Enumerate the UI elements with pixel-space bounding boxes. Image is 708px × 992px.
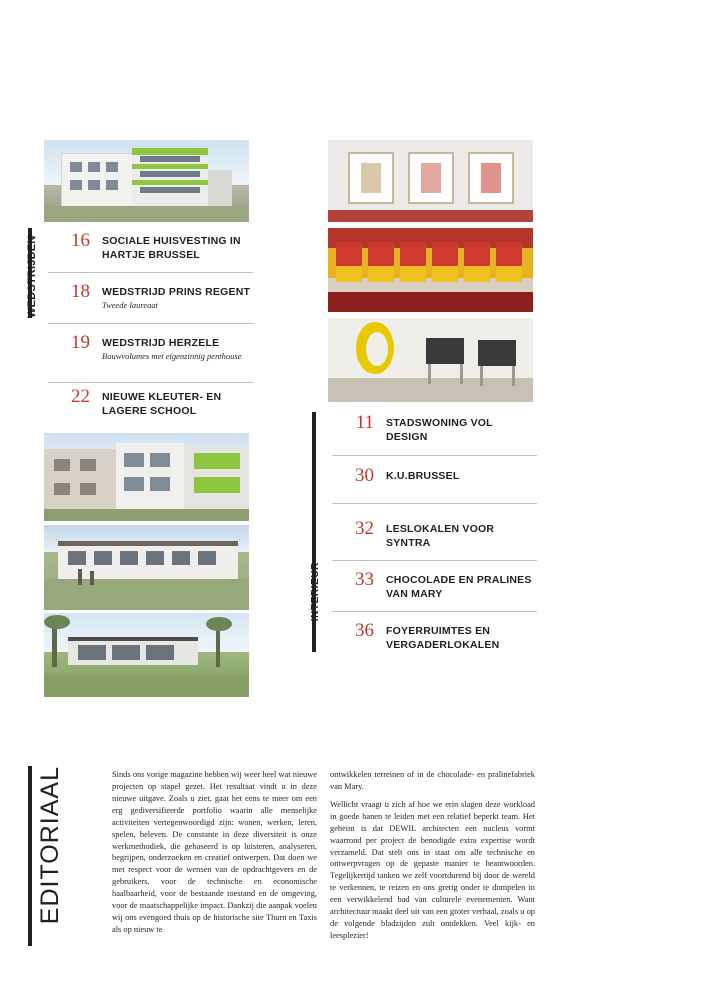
photo-apartment-building (44, 140, 249, 222)
toc-entry-11[interactable] (332, 413, 537, 444)
toc-entry-36[interactable] (332, 621, 537, 652)
editorial-paragraph: ontwikkelen terreinen of in de chocolade- en pralinefabriek van Mary. (330, 770, 535, 791)
photo-framed-artwork (328, 140, 533, 222)
interieur-section-label: INTERIEUR (310, 562, 321, 622)
toc-entry-18[interactable] (48, 282, 253, 311)
toc-entry-16[interactable] (48, 231, 253, 262)
toc-number: 33 (355, 569, 374, 590)
editorial-column-right (330, 769, 535, 948)
wedstrijden-section-label: WEDSTRIJDEN (26, 235, 38, 318)
photo-townhouses (44, 525, 249, 610)
editorial-section-rule (28, 766, 32, 946)
editorial-column-left (112, 769, 317, 942)
photo-auditorium-seating (328, 228, 533, 312)
toc-number: 16 (71, 230, 90, 251)
toc-separator (48, 272, 253, 273)
photo-classroom-chairs (328, 318, 533, 402)
toc-separator (332, 560, 537, 561)
photo-residential-facade (44, 433, 249, 521)
toc-subtitle: Tweede laureaat (102, 300, 158, 311)
toc-title: NIEUWE KLEUTER- EN LAGERE SCHOOL (102, 391, 222, 418)
photo-modern-house (44, 613, 249, 697)
toc-entry-30[interactable] (332, 466, 537, 486)
toc-title: STADSWONING VOL DESIGN (386, 417, 493, 444)
toc-entry-32[interactable] (332, 519, 537, 550)
toc-title: WEDSTRIJD HERZELE (102, 337, 220, 349)
toc-separator (332, 611, 537, 612)
toc-number: 22 (71, 386, 90, 407)
toc-number: 30 (355, 465, 374, 486)
toc-title: WEDSTRIJD PRINS REGENT (102, 286, 251, 298)
toc-entry-33[interactable] (332, 570, 537, 601)
toc-number: 32 (355, 518, 374, 539)
toc-title: FOYERRUIMTES EN VERGADERLOKALEN (386, 625, 500, 652)
editorial-label: EDITORIAAL (36, 766, 64, 925)
toc-number: 36 (355, 620, 374, 641)
toc-number: 11 (355, 412, 374, 433)
toc-separator (48, 323, 253, 324)
toc-number: 18 (71, 281, 90, 302)
toc-separator (332, 503, 537, 504)
toc-title: CHOCOLADE EN PRALINES VAN MARY (386, 574, 532, 601)
toc-separator (48, 382, 253, 383)
toc-title: LESLOKALEN VOOR SYNTRA (386, 523, 495, 550)
toc-title: SOCIALE HUISVESTING IN HARTJE BRUSSEL (102, 235, 241, 262)
toc-separator (332, 455, 537, 456)
toc-entry-22[interactable] (48, 387, 253, 418)
editorial-paragraph: Sinds ons vorige magazine hebben wij weer heel wat nieuwe projecten op stapel gezet. Het resultaat vindt u in deze nieuwe uitgave. Zoals u ziet, gaat het eens te meer om een erg gediversifieerde portfolio waarin alle menselijke activiteiten vertegenwoordigd zijn: wonen, werken, leren, spelen, beleven. De constante in deze diversiteit is onze werkmethodiek, die gebaseerd is op luisteren, analyseren, begrijpen, onderzoeken en creatief ontwerpen. Dat doen we met respect voor de wensen van de opdrachtgevers en de gebruikers, voor de technische en economische haalbaarheid, voor de bestaande toestand en de omgeving, voor de maatschappelijke impact. Dankzij die aanpak voelen wij ons evengoed thuis op de historische site Thurn en Taxis als op nieuw te (112, 770, 317, 934)
toc-entry-19[interactable] (48, 333, 253, 362)
toc-number: 19 (71, 332, 90, 353)
toc-subtitle: Bouwvolumes met eigenzinnig penthouse (102, 351, 242, 362)
toc-title: K.U.BRUSSEL (386, 470, 460, 482)
editorial-paragraph: Wellicht vraagt u zich af hoe we erin slagen deze workload in goede banen te leiden met een relatief beperkt team. Het geheim is dat DEWIL architecten een nucleus vormt waarrond per project de benodigde extra expertise wordt verzameld. Dat stelt ons in staat om alle technische en ontwerpvragen op de gepaste manier te beantwoorden. Tegelijkertijd tanken we zelf voortdurend bij door de wereld te verkennen, te reizen en ons gretig onder te dompelen in een verwikkelend bad van culturele evenementen. Want architectuur maakt deel uit van een groter verhaal, zoals u op de volgende bladzijden zult ontdekken. Veel kijk- en leesplezier! (330, 799, 535, 940)
